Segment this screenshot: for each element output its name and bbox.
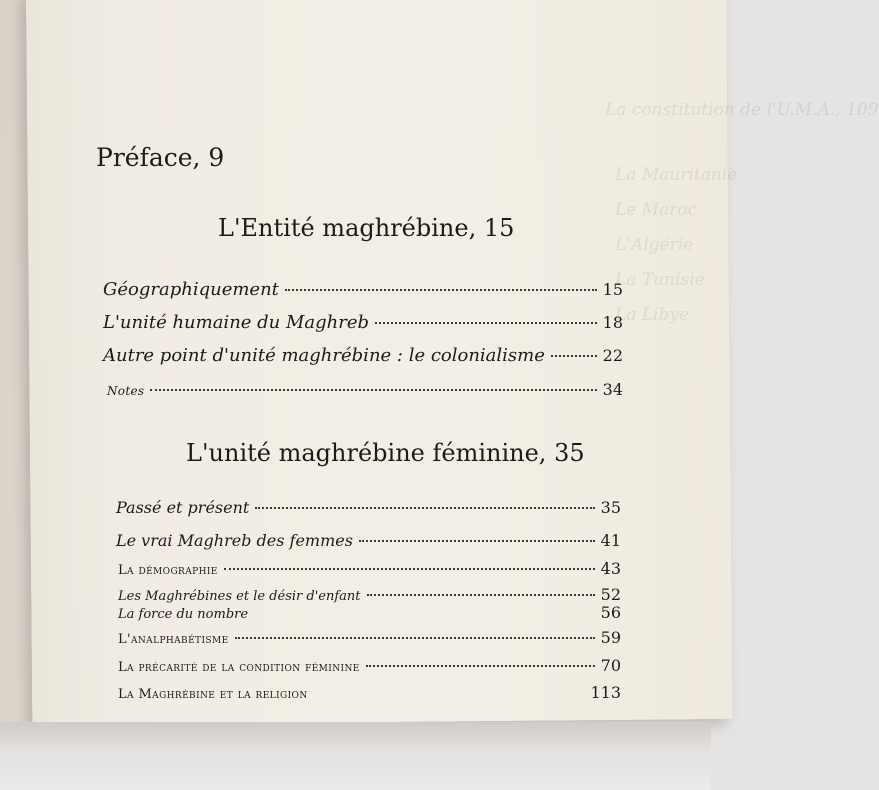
toc-entry-label: La précarité de la condition féminine — [118, 660, 360, 675]
toc-entry — [118, 585, 621, 604]
toc-entry-label: Passé et présent — [116, 498, 250, 517]
toc-entry-page: 34 — [602, 380, 623, 399]
leader-dots — [359, 540, 595, 542]
leader-dots — [285, 289, 597, 291]
toc-entry — [116, 531, 621, 550]
toc-entry — [116, 498, 621, 517]
toc-entry-label: L'unité humaine du Maghreb — [103, 312, 370, 333]
toc-entry-label: La démographie — [118, 563, 218, 578]
toc-entry-label: L'analphabétisme — [118, 632, 229, 647]
toc-entry-page: 43 — [600, 559, 621, 578]
preface-entry: Préface, 9 — [96, 143, 225, 172]
toc-entry-label: Notes — [107, 384, 145, 398]
toc-entry-page: 41 — [600, 531, 621, 550]
toc-entry — [118, 603, 621, 622]
leader-dots — [254, 612, 595, 614]
section-title: L'Entité maghrébine, 15 — [218, 214, 515, 242]
toc-entry-label: La force du nombre — [118, 607, 249, 622]
leader-dots — [367, 594, 595, 596]
toc-entry-page: 15 — [602, 280, 623, 299]
leader-dots — [366, 665, 595, 667]
leader-dots — [150, 389, 596, 391]
toc-entry-page: 70 — [600, 656, 621, 675]
toc-entry-label: Géographiquement — [103, 279, 279, 300]
toc-entry-page: 22 — [602, 346, 623, 365]
section-title: L'unité maghrébine féminine, 35 — [186, 439, 585, 467]
leader-dots — [235, 637, 595, 639]
toc-entry — [103, 279, 623, 300]
toc-entry-label: Le vrai Maghreb des femmes — [116, 531, 353, 550]
toc-entry-page: 113 — [590, 683, 621, 702]
leader-dots — [551, 355, 597, 357]
toc-entry — [103, 345, 623, 366]
leader-dots — [314, 692, 585, 694]
leader-dots — [224, 568, 595, 570]
toc-entry-page: 56 — [600, 603, 621, 622]
toc-entry-page: 18 — [602, 313, 623, 332]
toc-entry-label: Les Maghrébines et le désir d'enfant — [118, 589, 361, 604]
toc-entry-page: 59 — [600, 628, 621, 647]
toc-entry — [118, 559, 621, 578]
toc-entry — [118, 656, 621, 675]
toc-entry — [118, 683, 621, 702]
toc-entry-page: 52 — [600, 585, 621, 604]
toc-entry-page: 35 — [600, 498, 621, 517]
leader-dots — [255, 507, 594, 509]
table-surface — [0, 722, 711, 790]
toc-entry — [107, 380, 623, 399]
show-through-text: La constitution de l'U.M.A., 109 — [605, 100, 879, 120]
toc-entry-label: La Maghrébine et la religion — [118, 687, 308, 702]
leader-dots — [375, 322, 597, 324]
toc-entry — [118, 628, 621, 647]
toc-entry — [103, 312, 623, 333]
toc-entry-label: Autre point d'unité maghrébine : le colonialisme — [103, 345, 545, 366]
